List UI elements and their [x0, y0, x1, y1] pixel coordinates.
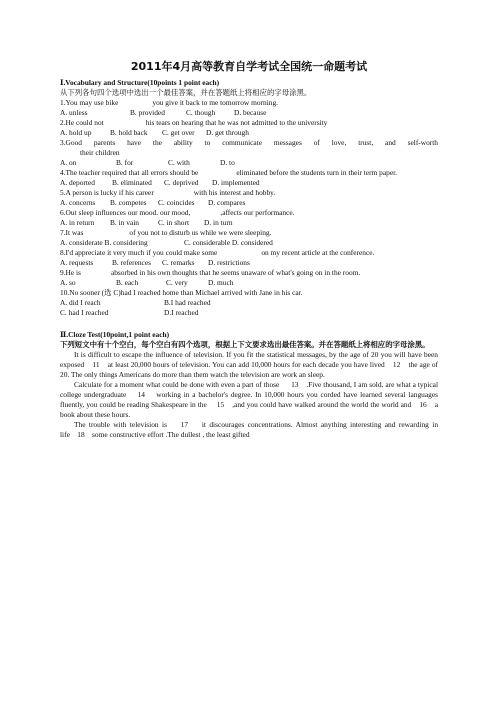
option-b: B. in vain [110, 218, 139, 227]
option-a: A. hold up [60, 128, 92, 137]
question-2-text: 2.He could not [60, 118, 104, 127]
cloze-text: The trouble with television is [74, 420, 167, 429]
question-2-text-end: his tears on hearing that he was not admitted to the university [145, 118, 328, 127]
section-1-heading: Ⅰ.Vocabulary and Structure(10points 1 point each) [60, 78, 220, 87]
exam-content [60, 62, 438, 440]
question-4-text-end: eliminated before the students turn in their term paper. [236, 168, 398, 177]
option-d: D. compares [208, 198, 246, 207]
option-a: A. deported [60, 178, 95, 187]
option-c: C. coincides [158, 198, 195, 207]
question-1-options [60, 108, 438, 118]
option-a: A. in return [60, 218, 95, 227]
option-a: A. did I reach [60, 298, 101, 307]
question-10-options-cd [60, 308, 438, 318]
cloze-text: working in a bachelor's degree. In 10,000 hours you corded have learned several languages fluently, you could be reading Shakespeare in the [60, 390, 439, 409]
option-d: D.I reached [164, 308, 199, 317]
blank-15: 15 [216, 400, 225, 409]
option-d: D. get through [206, 128, 249, 137]
blank-14: 14 [137, 390, 145, 399]
question-1-text: 1.You may use bike [60, 98, 119, 107]
question-5 [60, 188, 438, 198]
option-d: D. restrictions [208, 258, 250, 267]
option-a: A. so [60, 278, 76, 287]
option-a: A. requests [60, 258, 94, 267]
question-1-text-end: you give it back to me tomorrow morning. [152, 98, 278, 107]
option-a: A. concerns [60, 198, 96, 207]
section-2-heading: Ⅱ.Cloze Test(10point,1 point each) [60, 330, 170, 339]
question-3-text-end: their children [80, 148, 120, 157]
option-b: B. provided [130, 108, 165, 117]
question-8-options [60, 258, 438, 268]
cloze-text: a book about these hours. [60, 400, 439, 419]
question-8-text: 8.I'd appreciate it very much if you could make some [60, 248, 218, 257]
option-c: C. get over [162, 128, 195, 137]
cloze-text: It is difficult to escape the influence of television. If you fit the statistical messages, by the age of 20 you will have been exposed [60, 350, 438, 369]
option-c: C. though [186, 108, 216, 117]
option-b: B. each [116, 278, 139, 287]
question-7-text-end: of you not to disturb us while we were sleeping. [129, 228, 272, 237]
question-7-text: 7.It was [60, 228, 84, 237]
question-6-options [60, 218, 438, 228]
question-9-text-end: absorbed in his own thoughts that he seems unaware of what's going on in the room. [110, 268, 361, 277]
question-9-text: 9.He is [60, 268, 81, 277]
question-7 [60, 228, 438, 238]
question-1 [60, 98, 438, 108]
option-d: D. much [208, 278, 234, 287]
option-b: B. eliminated [112, 178, 152, 187]
cloze-paragraph-3 [60, 420, 438, 440]
cloze-text: it discourages concentrations. Almost anything interesting and rewarding in life [60, 420, 439, 439]
question-6-text: 6.Out sleep influences our mood. our mood, [60, 208, 191, 217]
blank-12: 12 [392, 360, 401, 369]
question-6 [60, 208, 438, 218]
cloze-text: Calculate for a moment what could be done with even a part of those [74, 380, 280, 389]
options-a-b: A. considerate B. considering [60, 238, 148, 247]
blank-11: 11 [92, 360, 100, 369]
cloze-text: at least 20,000 hours of television. You can add 10,000 hours for each decade you have lived [107, 360, 385, 369]
question-7-options [60, 238, 438, 248]
question-5-text: 5.A person is lucky if his career [60, 188, 154, 197]
option-c: C. remarks [162, 258, 195, 267]
section-1-instruction: 从下列各句四个选项中选出一个最佳答案，并在答题纸上将相应的字母涂黑。 [60, 88, 312, 97]
question-8-text-end: on my recent article at the conference. [261, 248, 375, 257]
option-b: B. for [116, 158, 134, 167]
question-4-text: 4.The teacher required that all errors should be [60, 168, 199, 177]
option-d: D. to [220, 158, 235, 167]
option-c: C. deprived [164, 178, 199, 187]
cloze-text: some constructive effort .The dullest , the least gifted [92, 430, 250, 439]
question-2 [60, 118, 438, 128]
question-5-options [60, 198, 438, 208]
question-9-options [60, 278, 438, 288]
cloze-text: ,and you could have walked around the world the world and [232, 400, 412, 409]
option-c: C. in short [158, 218, 190, 227]
question-10: 10.No sooner (选 C)had I reached home than Michael arrived with Jane in his car. [60, 288, 303, 297]
cloze-paragraph-1 [60, 350, 438, 380]
page-title: 2011年4月高等教育自学考试全国统一命题考试 [130, 60, 368, 73]
blank-13: 13 [291, 380, 299, 389]
cloze-text: .Five thousand, I am sold, are what a typical college undergraduate [60, 380, 438, 399]
option-c: C. with [168, 158, 190, 167]
question-2-options [60, 128, 438, 138]
option-b: B.I had reached [164, 298, 211, 307]
option-a: A. unless [60, 108, 88, 117]
options-c-d: C. considerable D. considered [184, 238, 273, 247]
question-4-options [60, 178, 438, 188]
option-a: A. on [60, 158, 77, 167]
blank-18: 18 [77, 430, 85, 439]
blank-16: 16 [419, 400, 427, 409]
option-d: D. implemented [212, 178, 260, 187]
question-3-options [60, 158, 438, 168]
option-b: B. hold back [110, 128, 148, 137]
option-c: C. very [166, 278, 188, 287]
option-c: C. had I reached [60, 308, 109, 317]
cloze-text: the age of 20. The only things Americans do more than them watch the television are work an sleep. [60, 360, 439, 379]
question-9 [60, 268, 438, 278]
question-6-text-end: ,affects our performance. [220, 208, 295, 217]
question-4 [60, 168, 438, 178]
option-b: B. competes [110, 198, 147, 207]
question-8 [60, 248, 438, 258]
option-b: B. references [112, 258, 151, 267]
blank-17: 17 [180, 420, 189, 429]
question-3: 3.Good parents have the ability to communicate messages of love, trust, and self-worth [60, 138, 438, 147]
cloze-paragraph-2 [60, 380, 438, 420]
question-5-text-end: with his interest and hobby. [193, 188, 276, 197]
question-10-options-ab [60, 298, 438, 308]
section-2-instruction: 下列短文中有十个空白，每个空白有四个选项，根据上下文要求选出最佳答案。并在答题纸上将相应的字母涂黑。 [60, 340, 430, 349]
option-d: D. because [234, 108, 267, 117]
option-d: D. in turn [204, 218, 233, 227]
